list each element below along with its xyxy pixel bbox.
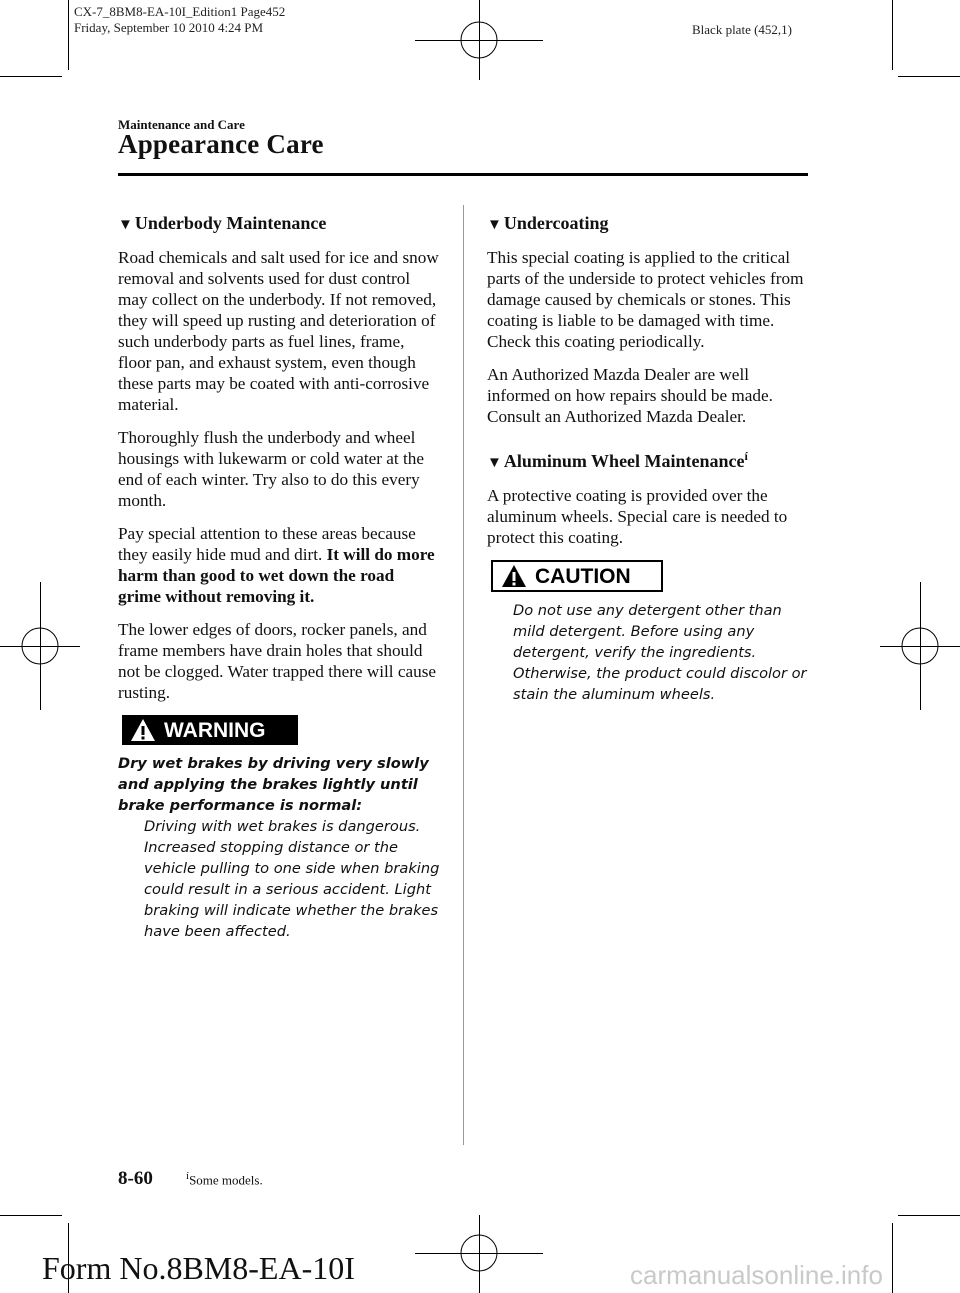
footnote-mark: í — [186, 1170, 190, 1182]
wheel-heading: ▼ Aluminum Wheel Maintenance$^í$ — [487, 449, 748, 471]
caution-badge — [491, 560, 663, 592]
warning-badge — [122, 715, 298, 745]
some-models-mark: í — [744, 449, 748, 463]
section-label: Maintenance and Care — [118, 117, 245, 132]
caution-icon — [501, 564, 527, 588]
right-column — [487, 212, 809, 705]
left-column — [118, 212, 440, 942]
title-rule — [118, 173, 808, 176]
undercoating-paragraph-1: This special coating is applied to the critical parts of the underside to protect vehicles from damage caused by chemicals or stones. This coating is liable to be damaged with time. Check this coating periodically. — [487, 248, 804, 351]
watermark: carmanualsonline.info — [630, 1260, 883, 1290]
underbody-paragraph-4: The lower edges of doors, rocker panels, and frame members have drain holes that should not be clogged. Water trapped there will cause rusting. — [118, 620, 437, 702]
plate-label: Black plate (452,1) — [692, 22, 792, 37]
print-date-line: Friday, September 10 2010 4:24 PM — [74, 20, 264, 35]
wheel-paragraph: A protective coating is provided over the aluminum wheels. Special care is needed to protect this coating. — [487, 486, 788, 547]
print-job-line: CX-7_8BM8-EA-10I_Edition1 Page452 — [74, 4, 286, 19]
underbody-heading: ▼ Underbody Maintenance — [118, 213, 327, 233]
footnote: $^í$Some models. — [186, 1170, 263, 1188]
undercoating-paragraph-2: An Authorized Mazda Dealer are well informed on how repairs should be made. Consult an Authorized Mazda Dealer. — [487, 365, 773, 426]
warning-label: WARNING — [164, 718, 266, 742]
page-number: 8-60 — [118, 1168, 153, 1189]
warning-icon — [130, 718, 156, 742]
underbody-paragraph-2: Thoroughly flush the underbody and wheel housings with lukewarm or cold water at the end of each winter. Try also to do this every month. — [118, 428, 424, 510]
warning-title: Dry wet brakes by driving very slowly and applying the brakes lightly until brake performance is normal: — [118, 755, 429, 814]
underbody-paragraph-3: Pay special attention to these areas because they easily hide mud and dirt. It will do more harm than good to wet down the road grime without removing it. — [118, 524, 435, 606]
column-divider — [463, 205, 464, 1145]
warning-body: Driving with wet brakes is dangerous. Increased stopping distance or the vehicle pulling to one side when braking could result in a serious accident. Light braking will indicate whether the brakes have been affected. — [144, 818, 440, 940]
caution-label: CAUTION — [535, 564, 631, 588]
form-number: Form No.8BM8-EA-10I — [42, 1250, 355, 1286]
underbody-paragraph-1: Road chemicals and salt used for ice and snow removal and solvents used for dust control may collect on the underbody. If not removed, they will speed up rusting and deterioration of such underbody parts as fuel lines, frame, floor pan, and exhaust system, even though these parts may be coated with anti-corrosive material. — [118, 248, 439, 414]
page-title: Appearance Care — [118, 129, 324, 159]
undercoating-heading: ▼ Undercoating — [487, 213, 609, 233]
caution-body: Do not use any detergent other than mild detergent. Before using any detergent, verify the ingredients. Otherwise, the product could discolor or stain the aluminum wheels. — [513, 602, 807, 703]
triangle-bullet-icon: ▼ — [487, 455, 502, 471]
triangle-bullet-icon: ▼ — [487, 217, 502, 233]
triangle-bullet-icon: ▼ — [118, 217, 133, 233]
warning-text — [118, 753, 440, 942]
